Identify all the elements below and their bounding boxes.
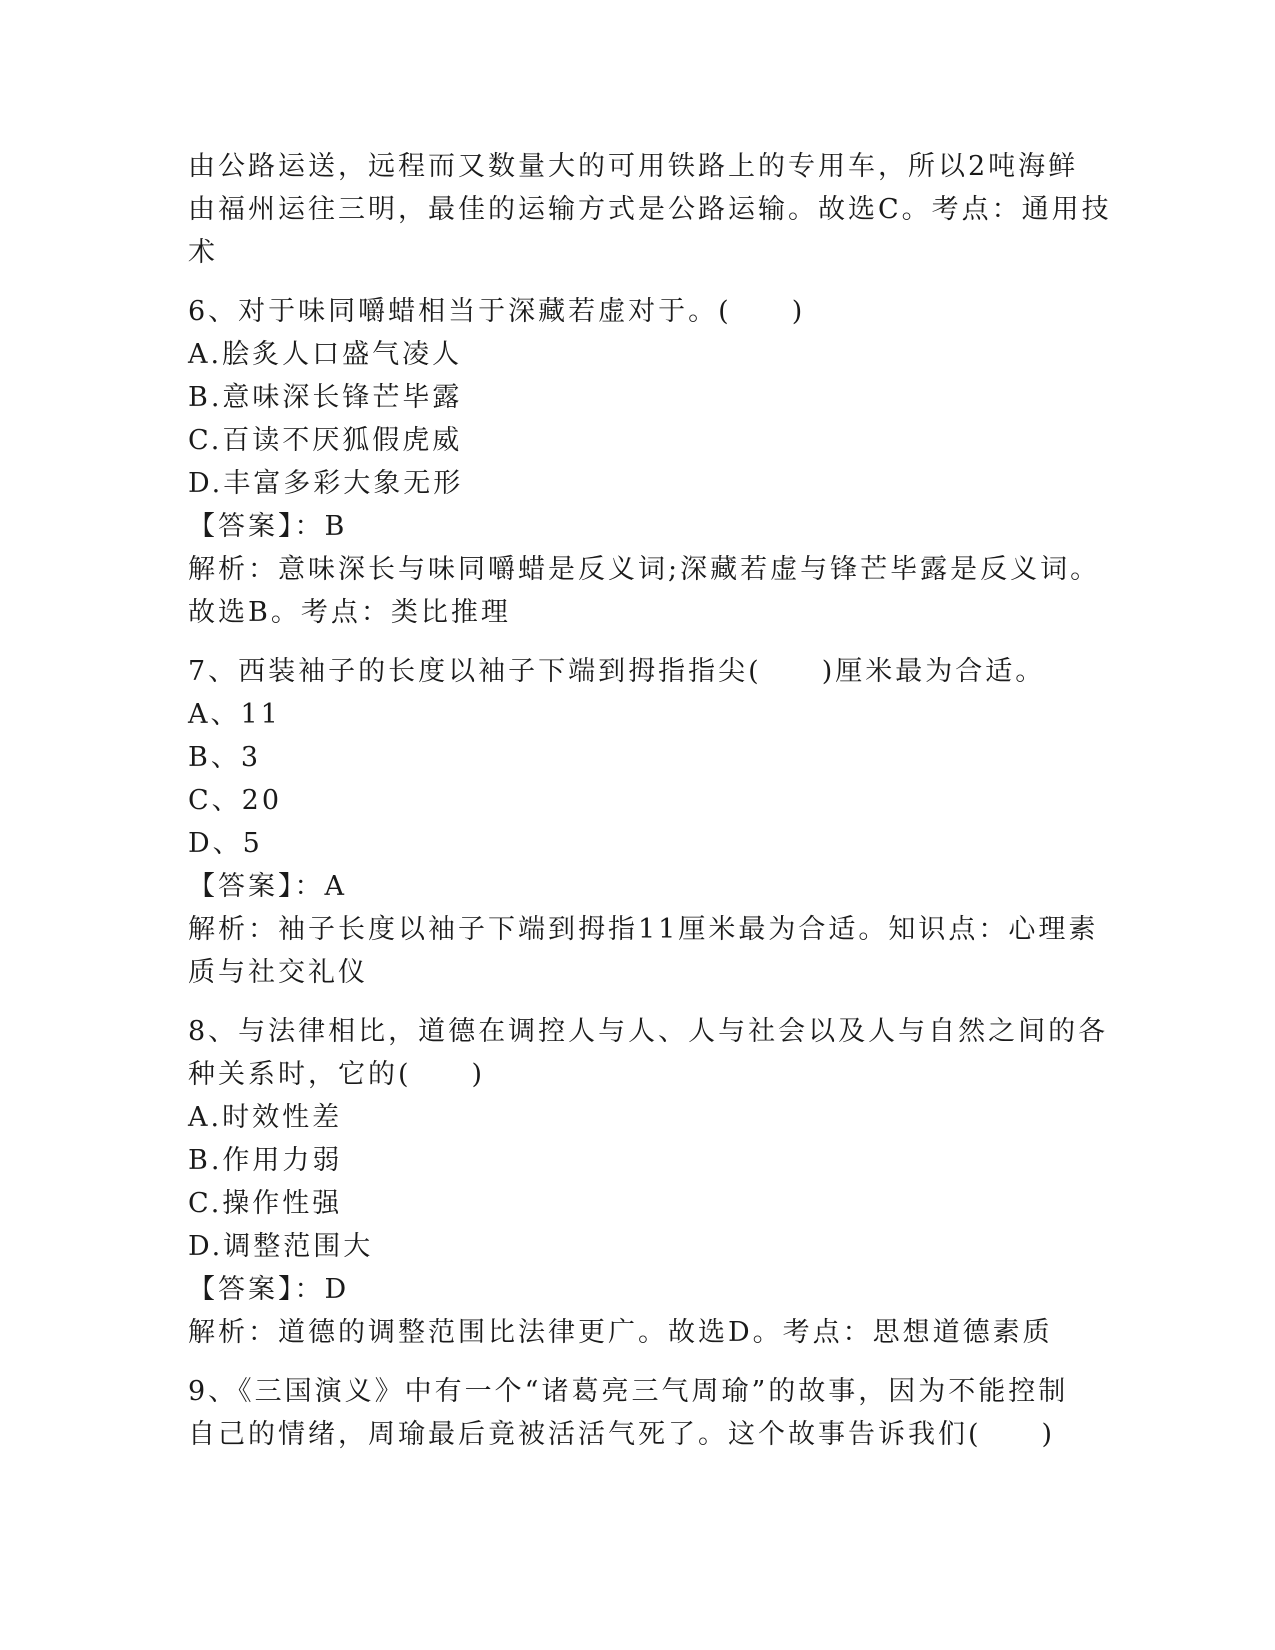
question-stem: 9、《三国演义》中有一个“诸葛亮三气周瑜”的故事，因为不能控制: [188, 1376, 1069, 1407]
text-line: 由公路运送，远程而又数量大的可用铁路上的专用车，所以2吨海鲜: [188, 151, 1079, 182]
option-a: A.脍炙人口盛气凌人: [188, 339, 463, 370]
text-line: 术: [188, 237, 218, 268]
option-b: B.作用力弱: [188, 1145, 343, 1176]
question-6: [188, 290, 1101, 634]
option-a: A.时效性差: [188, 1102, 343, 1133]
question-stem: 8、与法律相比，道德在调控人与人、人与社会以及人与自然之间的各: [188, 1016, 1109, 1047]
analysis-line: 解析：意味深长与味同嚼蜡是反义词;深藏若虚与锋芒毕露是反义词。: [188, 554, 1101, 585]
analysis-line: 质与社交礼仪: [188, 957, 368, 988]
option-d: D.丰富多彩大象无形: [188, 468, 464, 499]
option-b: B.意味深长锋芒毕露: [188, 382, 463, 413]
analysis-line: 故选B。考点：类比推理: [188, 597, 511, 628]
question-7: [188, 650, 1099, 994]
question-stem: 6、对于味同嚼蜡相当于深藏若虚对于。( ): [188, 296, 806, 327]
question-stem: 种关系时，它的( ): [188, 1059, 486, 1090]
option-d: D.调整范围大: [188, 1231, 374, 1262]
text-line: 由福州运往三明，最佳的运输方式是公路运输。故选C。考点：通用技: [188, 194, 1112, 225]
analysis-line: 解析：道德的调整范围比法律更广。故选D。考点：思想道德素质: [188, 1317, 1053, 1348]
intro-paragraph: [188, 145, 1112, 274]
option-a: A、11: [188, 699, 281, 730]
analysis-line: 解析：袖子长度以袖子下端到拇指11厘米最为合适。知识点：心理素: [188, 914, 1099, 945]
answer-line: 【答案】：A: [188, 871, 347, 902]
question-8: [188, 1010, 1109, 1354]
option-b: B、3: [188, 742, 262, 773]
option-c: C.操作性强: [188, 1188, 343, 1219]
option-c: C、20: [188, 785, 283, 816]
document-page: [188, 145, 1112, 1456]
answer-line: 【答案】：B: [188, 511, 348, 542]
question-9: [188, 1370, 1088, 1456]
question-stem: 自己的情绪，周瑜最后竟被活活气死了。这个故事告诉我们( ): [188, 1419, 1056, 1450]
option-c: C.百读不厌狐假虎威: [188, 425, 463, 456]
answer-line: 【答案】：D: [188, 1274, 350, 1305]
question-stem: 7、西装袖子的长度以袖子下端到拇指指尖( )厘米最为合适。: [188, 656, 1046, 687]
option-d: D、5: [188, 828, 263, 859]
